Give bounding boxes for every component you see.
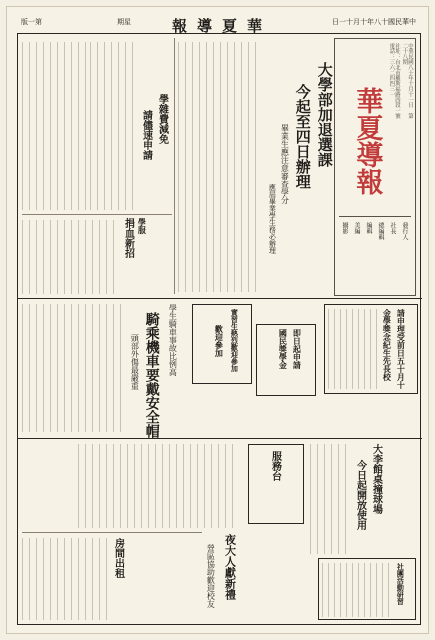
- billiards-subhead: 今日起開放使用: [354, 460, 366, 530]
- billiards-headline: 大李館桌撞球場: [370, 444, 382, 514]
- lead-subhead: 畢業生應注意審查學分: [280, 124, 290, 204]
- blood-headline: 捐血新招: [122, 218, 134, 258]
- blood-label: 學服: [137, 218, 148, 234]
- motorcycle-kicker: 學生騎車事故比例高: [168, 304, 178, 376]
- motorcycle-subhead: 頭部外傷最嚴重: [130, 334, 140, 390]
- deadline-headline: 請申理受前日五十月十: [396, 309, 407, 389]
- blood-body-text: [22, 220, 116, 294]
- lead-subhead-2: 應屆畢業學生務必辦理: [268, 184, 277, 254]
- newspaper-title: 報導夏華: [172, 17, 273, 35]
- welcome-box: [192, 304, 252, 384]
- publication-info: 中華民國八十年十月十一日 第二十八期: [401, 43, 413, 119]
- masthead-title: 華夏導報: [351, 87, 383, 195]
- fee-body-text: [90, 42, 136, 210]
- prior-body-text: [22, 42, 86, 210]
- club-headline: 社團活動研習: [396, 563, 406, 605]
- publication-address: 社址：台北市羅斯福路四段一號 電話：三六二四四三一: [388, 43, 400, 119]
- rental-body-text: [22, 538, 108, 620]
- service-desk-headline: 服務台: [269, 451, 281, 481]
- club-box: [318, 558, 416, 620]
- scholarship-headline: 即日起申請: [292, 329, 303, 369]
- billiards-body-text: [310, 444, 348, 554]
- deadline-box: [324, 304, 418, 394]
- masthead: [334, 38, 416, 296]
- staff-list: 發行人 社長 總編輯 編輯 美編 攝影: [339, 216, 411, 291]
- night-subhead: 營區協助歡迎校友: [206, 544, 216, 608]
- lead-headline-1: 大學部加退選課: [315, 62, 334, 167]
- lower-body-text: [78, 444, 238, 528]
- newspaper-page: [6, 6, 429, 634]
- front-page-frame: [17, 33, 421, 625]
- lead-headline-2: 今起至四日辦理: [293, 84, 312, 189]
- issue-date: 日一十月十年八十國民華中: [332, 18, 416, 26]
- motorcycle-headline: 騎乘機車要戴安全帽: [143, 312, 160, 438]
- fee-subhead: 請儘速申請: [140, 110, 152, 160]
- lead-body-text: [178, 42, 262, 292]
- scholarship-subhead: 國民獎學金: [278, 329, 289, 369]
- deadline-body-text: [328, 309, 378, 389]
- night-headline: 夜大人獻新禮: [223, 534, 237, 600]
- weekday: 期星: [117, 18, 131, 26]
- fee-headline: 學雜費減免: [156, 94, 168, 144]
- service-desk-box: [248, 444, 304, 524]
- club-body-text: [322, 563, 392, 617]
- deadline-subhead: 金學獎念紀生先長校: [382, 309, 393, 381]
- scholarship-box: [256, 324, 316, 396]
- welcome-subhead: 歡迎參加: [214, 325, 225, 357]
- rental-headline: 房間出租: [112, 538, 124, 578]
- page-number: 版一第: [21, 18, 42, 26]
- motorcycle-body-text: [22, 304, 124, 432]
- welcome-headline: 實習生熱烈歡迎參加: [230, 309, 240, 372]
